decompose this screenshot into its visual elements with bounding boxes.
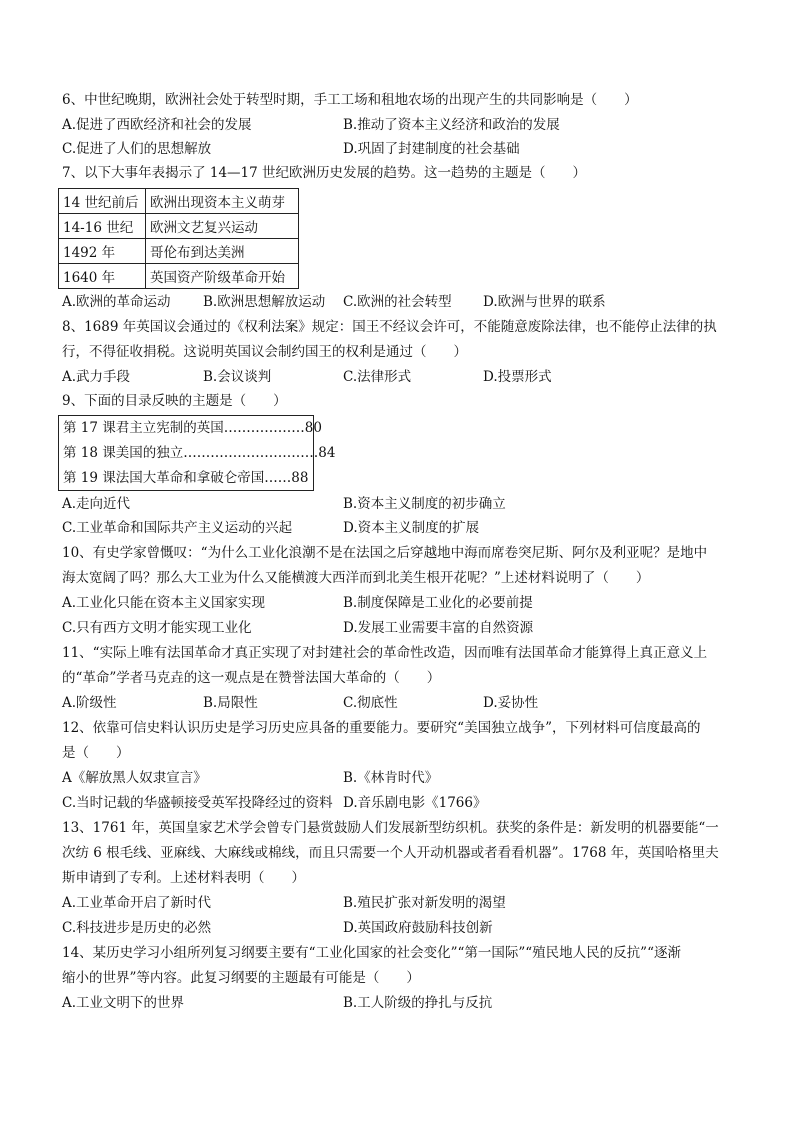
q8-option-d: D.投票形式: [483, 369, 552, 385]
q9-option-c: C.工业革命和国际共产主义运动的兴起: [62, 520, 293, 536]
q14-stem-line2: 缩小的世界”等内容。此复习纲要的主题最有可能是（ ）: [62, 970, 420, 986]
table-cell: 欧洲文艺复兴运动: [146, 214, 299, 239]
toc-entry: 第 18 课美国的独立…………………………84: [63, 445, 336, 461]
q9-option-b: B.资本主义制度的初步确立: [343, 496, 506, 512]
table-cell: 14-16 世纪: [59, 214, 146, 239]
q11-option-b: B.局限性: [203, 695, 258, 711]
q6-stem: 6、中世纪晚期，欧洲社会处于转型时期，手工工场和租地农场的出现产生的共同影响是（ ）: [62, 92, 638, 108]
q6-option-d: D.巩固了封建制度的社会基础: [343, 141, 520, 157]
q10-stem-line1: 10、有史学家曾慨叹：“为什么工业化浪潮不是在法国之后穿越地中海而席卷突尼斯、阿尔及利亚呢？是地中: [62, 545, 708, 561]
q7-option-c: C.欧洲的社会转型: [343, 294, 452, 310]
q6-option-a: A.促进了西欧经济和社会的发展: [62, 117, 252, 133]
q13-option-d: D.英国政府鼓励科技创新: [343, 920, 493, 936]
q13-stem-line2: 次纺 6 根毛线、亚麻线、大麻线或棉线，而且只需要一个人开动机器或者看看机器”。1768 年，英国哈格里夫: [62, 845, 719, 861]
q13-option-b: B.殖民扩张对新发明的渴望: [343, 895, 506, 911]
q12-option-d: D.音乐剧电影《1766》: [343, 795, 487, 811]
q14-option-a: A.工业文明下的世界: [62, 995, 185, 1011]
q12-option-c: C.当时记载的华盛顿接受英军投降经过的资料: [62, 795, 333, 811]
table-cell: 欧洲出现资本主义萌芽: [146, 189, 299, 214]
q10-option-c: C.只有西方文明才能实现工业化: [62, 620, 252, 636]
q10-stem-line2: 海太宽阔了吗？那么大工业为什么又能横渡大西洋而到北美生根开花呢？”上述材料说明了（ ）: [62, 570, 650, 586]
q13-stem-line1: 13、1761 年，英国皇家艺术学会曾专门悬赏鼓励人们发展新型纺织机。获奖的条件是：新发明的机器要能“一: [62, 820, 719, 836]
q7-option-b: B.欧洲思想解放运动: [203, 294, 326, 310]
q13-stem-line3: 斯申请到了专利。上述材料表明（ ）: [62, 870, 305, 886]
q7-option-d: D.欧洲与世界的联系: [483, 294, 606, 310]
q11-stem-line1: 11、“实际上唯有法国革命才真正实现了对封建社会的革命性改造，因而唯有法国革命才能算得上真正意义上: [62, 645, 708, 661]
q14-option-b: B.工人阶级的挣扎与反抗: [343, 995, 493, 1011]
table-cell: 英国资产阶级革命开始: [146, 264, 299, 289]
q13-option-a: A.工业革命开启了新时代: [62, 895, 212, 911]
q6-option-c: C.促进了人们的思想解放: [62, 141, 212, 157]
q8-option-a: A.武力手段: [62, 369, 131, 385]
q9-option-a: A.走向近代: [62, 496, 131, 512]
table-cell: 14 世纪前后: [59, 189, 146, 214]
table-row: [59, 214, 299, 239]
q10-option-d: D.发展工业需要丰富的自然资源: [343, 620, 534, 636]
table-cell: 1492 年: [59, 239, 146, 264]
q14-stem-line1: 14、某历史学习小组所列复习纲要主要有“工业化国家的社会变化”“第一国际”“殖民地人民的反抗”“逐渐: [62, 945, 681, 961]
q12-option-b: B.《林肯时代》: [343, 770, 439, 786]
q9-stem: 9、下面的目录反映的主题是（ ）: [62, 393, 287, 409]
q10-option-a: A.工业化只能在资本主义国家实现: [62, 595, 266, 611]
toc-entry: 第 19 课法国大革命和拿破仑帝国……88: [63, 470, 309, 486]
toc-entry: 第 17 课君主立宪制的英国………………80: [63, 420, 322, 436]
q11-option-d: D.妥协性: [483, 695, 539, 711]
table-row: [59, 264, 299, 289]
q9-option-d: D.资本主义制度的扩展: [343, 520, 480, 536]
q11-option-a: A.阶级性: [62, 695, 117, 711]
q6-option-b: B.推动了资本主义经济和政治的发展: [343, 117, 560, 133]
q9-table-of-contents: [58, 415, 336, 491]
table-row: [59, 239, 299, 264]
q7-stem: 7、以下大事年表揭示了 14—17 世纪欧洲历史发展的趋势。这一趋势的主题是（ ）: [62, 165, 587, 181]
table-cell: 1640 年: [59, 264, 146, 289]
q13-option-c: C.科技进步是历史的必然: [62, 920, 212, 936]
table-row: [59, 189, 299, 214]
q8-option-c: C.法律形式: [343, 369, 412, 385]
q11-option-c: C.彻底性: [343, 695, 398, 711]
q8-stem-line2: 行，不得征收捐税。这说明英国议会制约国王的权利是通过（ ）: [62, 344, 467, 360]
q7-option-a: A.欧洲的革命运动: [62, 294, 171, 310]
q7-timeline-table: [58, 188, 299, 289]
q11-stem-line2: 的“革命”学者马克垚的这一观点是在赞誉法国大革命的（ ）: [62, 670, 441, 686]
q8-option-b: B.会议谈判: [203, 369, 272, 385]
q12-stem-line1: 12、依靠可信史料认识历史是学习历史应具备的重要能力。要研究“美国独立战争”，下列材料可信度最高的: [62, 720, 701, 736]
q8-stem-line1: 8、1689 年英国议会通过的《权利法案》规定：国王不经议会许可，不能随意废除法律，也不能停止法律的执: [62, 319, 717, 335]
q12-option-a: A《解放黑人奴隶宣言》: [62, 770, 207, 786]
q12-stem-line2: 是（ ）: [62, 745, 130, 761]
q10-option-b: B.制度保障是工业化的必要前提: [343, 595, 533, 611]
table-cell: 哥伦布到达美洲: [146, 239, 299, 264]
